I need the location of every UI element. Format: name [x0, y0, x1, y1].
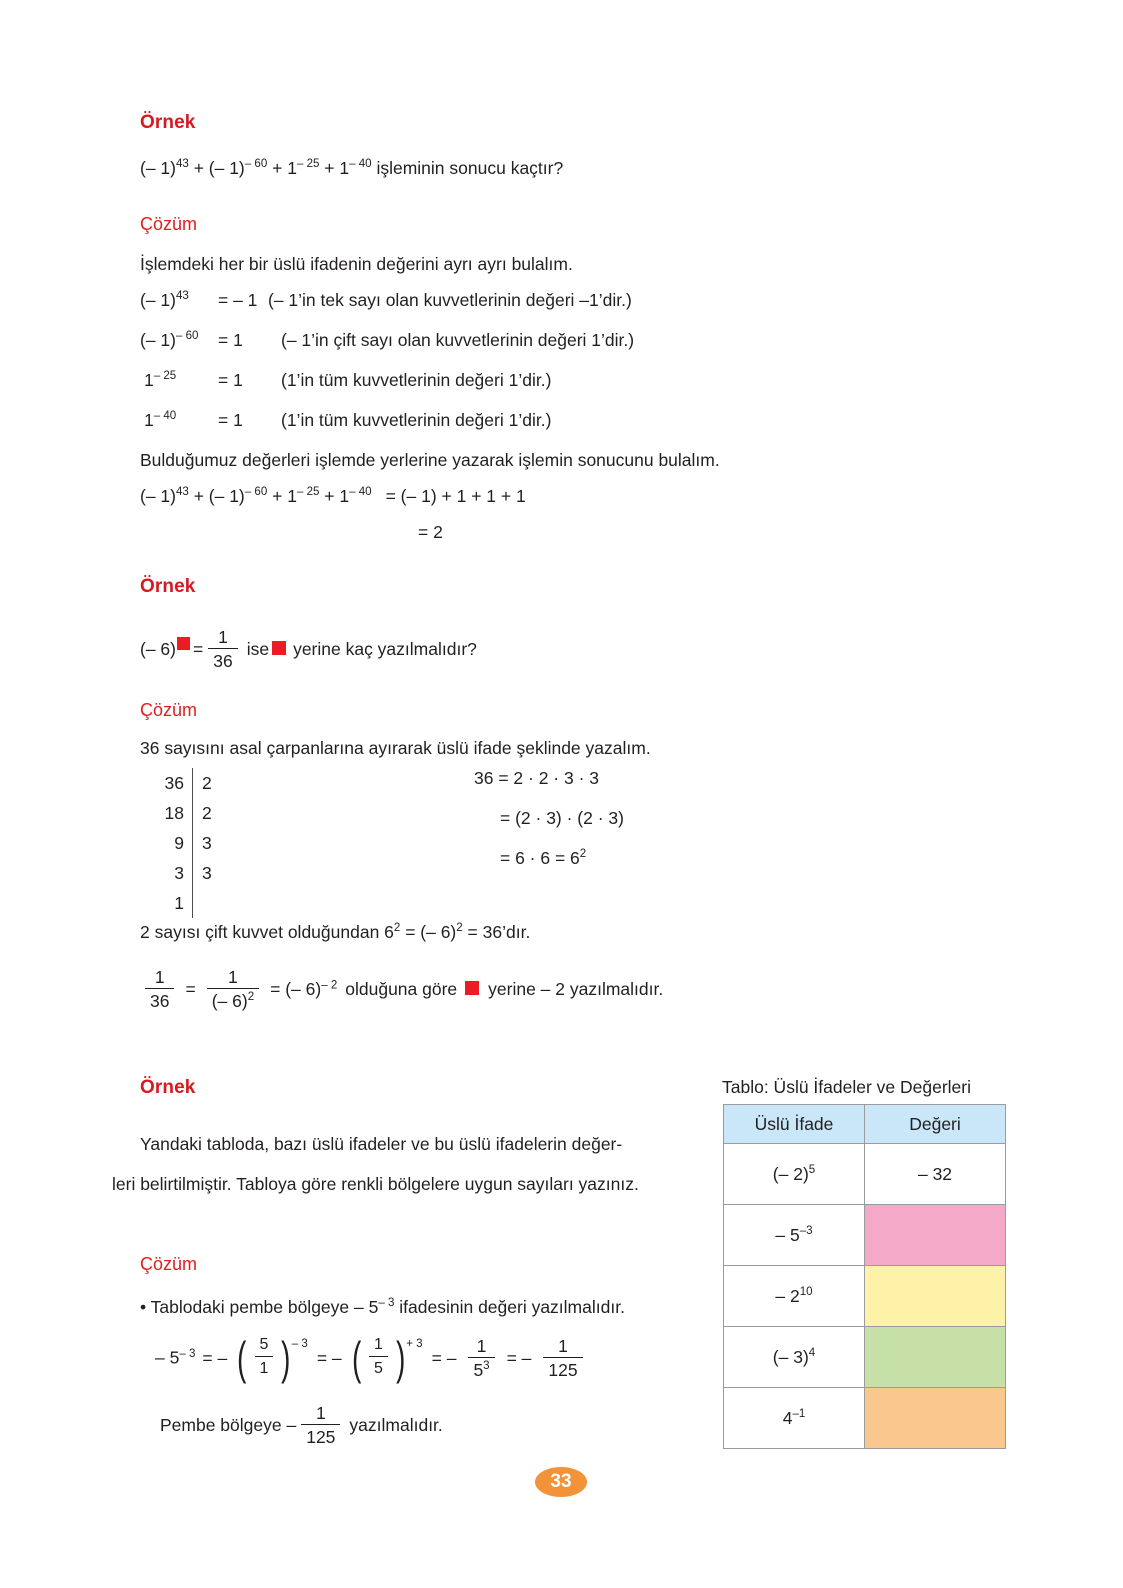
- q1-tail: işleminin sonucu kaçtır?: [371, 158, 564, 178]
- f1-exp1: 43: [175, 486, 189, 499]
- example-2-intro: 36 sayısını asal çarpanlarına ayırarak üslü ifade şeklinde yazalım.: [140, 738, 651, 758]
- red-square-placeholder-icon-3: [465, 981, 479, 995]
- final-fraction-2: [207, 967, 259, 1012]
- q2-tail: yerine kaç yazılmalıdır?: [293, 639, 477, 660]
- example-3-closing: [160, 1404, 443, 1449]
- closing-frac-num: 1: [315, 1403, 326, 1423]
- ladder-left: 18: [164, 802, 184, 823]
- final-eq-2: = (– 6): [270, 979, 322, 1000]
- even-c: = 36’dır.: [462, 922, 531, 942]
- bullet-prefix: • Tablodaki pembe bölgeye – 5: [140, 1297, 379, 1317]
- example-1-conclusion-text: Bulduğumuz değerleri işlemde yerlerine yazarak işlemin sonucunu bulalım.: [140, 450, 720, 470]
- right-paren-icon: ): [281, 1332, 291, 1384]
- q1-exp3: – 25: [296, 158, 320, 171]
- q2-eq: =: [192, 639, 204, 660]
- work-eq-2: = –: [316, 1347, 342, 1368]
- example-3-heading: Örnek: [140, 1077, 196, 1098]
- f1-exp2: – 60: [244, 486, 268, 499]
- even-a: 2 sayısı çift kuvvet olduğundan 6: [140, 922, 394, 942]
- ladder-right: 2: [202, 772, 212, 793]
- ladder-row: [142, 828, 242, 858]
- step1-note: (– 1’in tek sayı olan kuvvetlerinin değeri –1’dir.): [268, 290, 632, 310]
- step4-exp: – 40: [153, 410, 177, 423]
- even-b: = (– 6): [400, 922, 457, 942]
- factorization-line-1: 36 = 2 · 2 · 3 · 3: [474, 768, 599, 788]
- step3-exp: – 25: [153, 370, 177, 383]
- work-paren-1: [234, 1332, 294, 1384]
- step2-exp: – 60: [175, 330, 199, 343]
- work-f3-num: 1: [476, 1335, 487, 1356]
- example-3-paragraph-line-2: leri belirtilmiştir. Tabloya göre renkli bölgelere uygun sayıları yazınız.: [112, 1174, 639, 1194]
- final-tail-b: yerine – 2 yazılmalıdır.: [488, 979, 664, 1000]
- red-square-placeholder-icon-2: [272, 641, 286, 655]
- table-row: [724, 1205, 1006, 1266]
- step3-note: (1’in tüm kuvvetlerinin değeri 1’dir.): [281, 370, 552, 390]
- f1-exp4: – 40: [349, 486, 372, 499]
- work-f4-num: 1: [558, 1335, 568, 1356]
- final-frac1-den: 36: [145, 988, 174, 1012]
- work-eq-4: = –: [506, 1347, 532, 1368]
- work-p2-den: 5: [369, 1356, 388, 1380]
- example-3-work-line: [155, 1332, 588, 1384]
- closing-fraction: [301, 1403, 340, 1448]
- f1-mid3: + 1: [319, 486, 350, 506]
- table-header-value: Değeri: [865, 1105, 1006, 1144]
- q2-fraction: [208, 627, 237, 672]
- ladder-left: 1: [174, 892, 184, 913]
- table-cell-value-pink[interactable]: [865, 1205, 1006, 1266]
- example-1-step-1: [140, 290, 632, 311]
- closing-suffix: yazılmalıdır.: [349, 1415, 443, 1436]
- q1-exp4: – 40: [349, 158, 372, 171]
- step4-note: (1’in tüm kuvvetlerinin değeri 1’dir.): [281, 410, 552, 430]
- final-tail-a: olduğuna göre: [345, 979, 458, 1000]
- ladder-right: 3: [202, 862, 212, 883]
- table-cell-value[interactable]: – 32: [865, 1144, 1006, 1205]
- fact3-prefix: = 6 · 6 = 6: [500, 848, 580, 868]
- table-cell-expression: [724, 1266, 865, 1327]
- red-square-placeholder-icon: [177, 637, 190, 650]
- q1-plus1: + (– 1): [188, 158, 245, 178]
- work-p2-num: 1: [374, 1335, 383, 1353]
- step1-exp: 43: [175, 290, 189, 303]
- q1-exp1: 43: [175, 158, 189, 171]
- example-1-final-line: [140, 486, 526, 507]
- row4-base: (– 3): [772, 1346, 809, 1367]
- table-cell-expression: [724, 1205, 865, 1266]
- work-p2-exp: + 3: [406, 1337, 423, 1350]
- example-2-even-power-line: [140, 922, 530, 943]
- row2-base: – 5: [775, 1224, 800, 1245]
- final-eq-1: =: [185, 979, 196, 1000]
- work-f3-den-exp: 3: [483, 1359, 490, 1372]
- example-2-solution-heading: Çözüm: [140, 700, 198, 720]
- row2-exp: –3: [799, 1224, 813, 1237]
- step3-result: = 1: [218, 370, 243, 390]
- closing-frac-den: 125: [301, 1424, 340, 1448]
- final-exp: – 2: [321, 979, 338, 992]
- example-3-solution-heading: Çözüm: [140, 1254, 198, 1274]
- example-3-bullet: [140, 1297, 625, 1318]
- q2-base: (– 6): [140, 639, 176, 660]
- example-1-heading: Örnek: [140, 112, 196, 133]
- q1-exp2: – 60: [244, 158, 268, 171]
- ladder-right: 3: [202, 832, 212, 853]
- f1-base1: (– 1): [140, 486, 176, 506]
- bullet-tail: ifadesinin değeri yazılmalıdır.: [394, 1297, 625, 1317]
- left-paren-icon-2: (: [351, 1332, 361, 1384]
- table-cell-expression: [724, 1327, 865, 1388]
- table-cell-value-green[interactable]: [865, 1327, 1006, 1388]
- q1-base1: (– 1): [140, 158, 176, 178]
- ladder-row: [142, 768, 242, 798]
- ladder-row: [142, 888, 242, 918]
- prime-factorization-ladder: [142, 768, 242, 918]
- work-p1-num: 5: [259, 1335, 269, 1353]
- row5-exp: –1: [792, 1407, 806, 1420]
- f1-mid2: + 1: [267, 486, 297, 506]
- work-f3-den-base: 5: [473, 1359, 484, 1380]
- step2-note: (– 1’in çift sayı olan kuvvetlerinin değeri 1’dir.): [281, 330, 635, 350]
- ladder-left: 3: [174, 862, 184, 883]
- work-p1-den: 1: [255, 1356, 274, 1380]
- exponent-values-table: [723, 1104, 1006, 1449]
- even-exp-a: 2: [393, 922, 401, 935]
- step2-result: = 1: [218, 330, 243, 350]
- q2-frac-num: 1: [218, 627, 228, 647]
- q2-frac-den: 36: [208, 648, 237, 672]
- row1-exp: 5: [808, 1163, 816, 1176]
- final-frac1-num: 1: [154, 967, 165, 987]
- table-cell-value-orange[interactable]: [865, 1388, 1006, 1449]
- final-fraction-1: [145, 967, 174, 1012]
- example-2-final-line: [140, 968, 663, 1013]
- final-frac2-den-exp: 2: [247, 991, 255, 1004]
- ladder-left: 9: [174, 832, 184, 853]
- f1-mid1: + (– 1): [188, 486, 245, 506]
- work-fraction-1: [255, 1335, 274, 1380]
- q1-plus2: + 1: [267, 158, 297, 178]
- table-cell-expression: [724, 1388, 865, 1449]
- example-1-step-3: [144, 370, 551, 391]
- factorization-line-2: = (2 · 3) · (2 · 3): [500, 808, 624, 828]
- work-eq-1: = –: [202, 1347, 228, 1368]
- work-p1-exp: – 3: [291, 1337, 308, 1350]
- step2-base: (– 1): [140, 330, 176, 350]
- ladder-row: [142, 858, 242, 888]
- step1-result: = – 1: [218, 290, 258, 310]
- table-header-row: [724, 1105, 1006, 1144]
- final-frac2-den: [207, 988, 259, 1012]
- example-2-question: [140, 628, 477, 673]
- work-paren-2: [349, 1332, 409, 1384]
- step4-result: = 1: [218, 410, 243, 430]
- step3-base: 1: [144, 370, 154, 390]
- example-3-paragraph: [112, 1124, 712, 1204]
- even-exp-b: 2: [456, 922, 463, 935]
- final-frac2-den-base: (– 6): [211, 991, 248, 1011]
- left-paren-icon: (: [237, 1332, 247, 1384]
- ladder-left: 36: [164, 772, 184, 793]
- table-row: [724, 1327, 1006, 1388]
- q1-plus3: + 1: [319, 158, 350, 178]
- example-1-question: [140, 158, 563, 179]
- row3-base: – 2: [775, 1285, 800, 1306]
- table-header-expression: Üslü İfade: [724, 1105, 865, 1144]
- example-3-paragraph-line-1: Yandaki tabloda, bazı üslü ifadeler ve bu üslü ifadelerin değer-: [140, 1134, 623, 1154]
- f1-rhs: = (– 1) + 1 + 1 + 1: [385, 486, 526, 506]
- work-f4-den: 125: [543, 1357, 582, 1381]
- factorization-line-3: [500, 848, 586, 869]
- example-1-step-4: [144, 410, 551, 431]
- table-cell-value-yellow[interactable]: [865, 1266, 1006, 1327]
- q2-mid: ise: [246, 639, 270, 660]
- fact3-exp: 2: [579, 848, 587, 861]
- work-fraction-2: [369, 1335, 388, 1380]
- table-row: [724, 1266, 1006, 1327]
- row5-base: 4: [782, 1407, 793, 1428]
- step1-base: (– 1): [140, 290, 176, 310]
- work-eq-3: = –: [431, 1347, 457, 1368]
- row1-base: (– 2): [772, 1163, 809, 1184]
- work-lead-exp: – 3: [179, 1347, 196, 1360]
- ladder-right: 2: [202, 802, 212, 823]
- example-1-intro: İşlemdeki her bir üslü ifadenin değerini ayrı ayrı bulalım.: [140, 254, 573, 274]
- row3-exp: 10: [799, 1285, 813, 1298]
- example-2-heading: Örnek: [140, 576, 196, 597]
- example-1-final-result: = 2: [418, 522, 443, 542]
- example-1-step-2: [140, 330, 634, 351]
- f1-exp3: – 25: [296, 486, 320, 499]
- right-paren-icon-2: ): [395, 1332, 406, 1384]
- table-row: [724, 1388, 1006, 1449]
- table-cell-expression: [724, 1144, 865, 1205]
- example-1-solution-heading: Çözüm: [140, 214, 198, 234]
- work-fraction-3: [468, 1336, 494, 1381]
- table-row: [724, 1144, 1006, 1205]
- ladder-divider: [192, 888, 193, 918]
- page-number-badge: 33: [535, 1467, 587, 1497]
- bullet-exp: – 3: [378, 1297, 395, 1310]
- ladder-row: [142, 798, 242, 828]
- final-frac2-num: 1: [228, 967, 238, 987]
- step4-base: 1: [144, 410, 154, 430]
- closing-prefix: Pembe bölgeye –: [160, 1415, 297, 1436]
- work-lead-base: – 5: [155, 1347, 180, 1368]
- work-f3-den: [468, 1357, 494, 1381]
- row4-exp: 4: [808, 1346, 816, 1359]
- table-caption: Tablo: Üslü İfadeler ve Değerleri: [722, 1077, 972, 1097]
- work-fraction-4: [543, 1336, 582, 1381]
